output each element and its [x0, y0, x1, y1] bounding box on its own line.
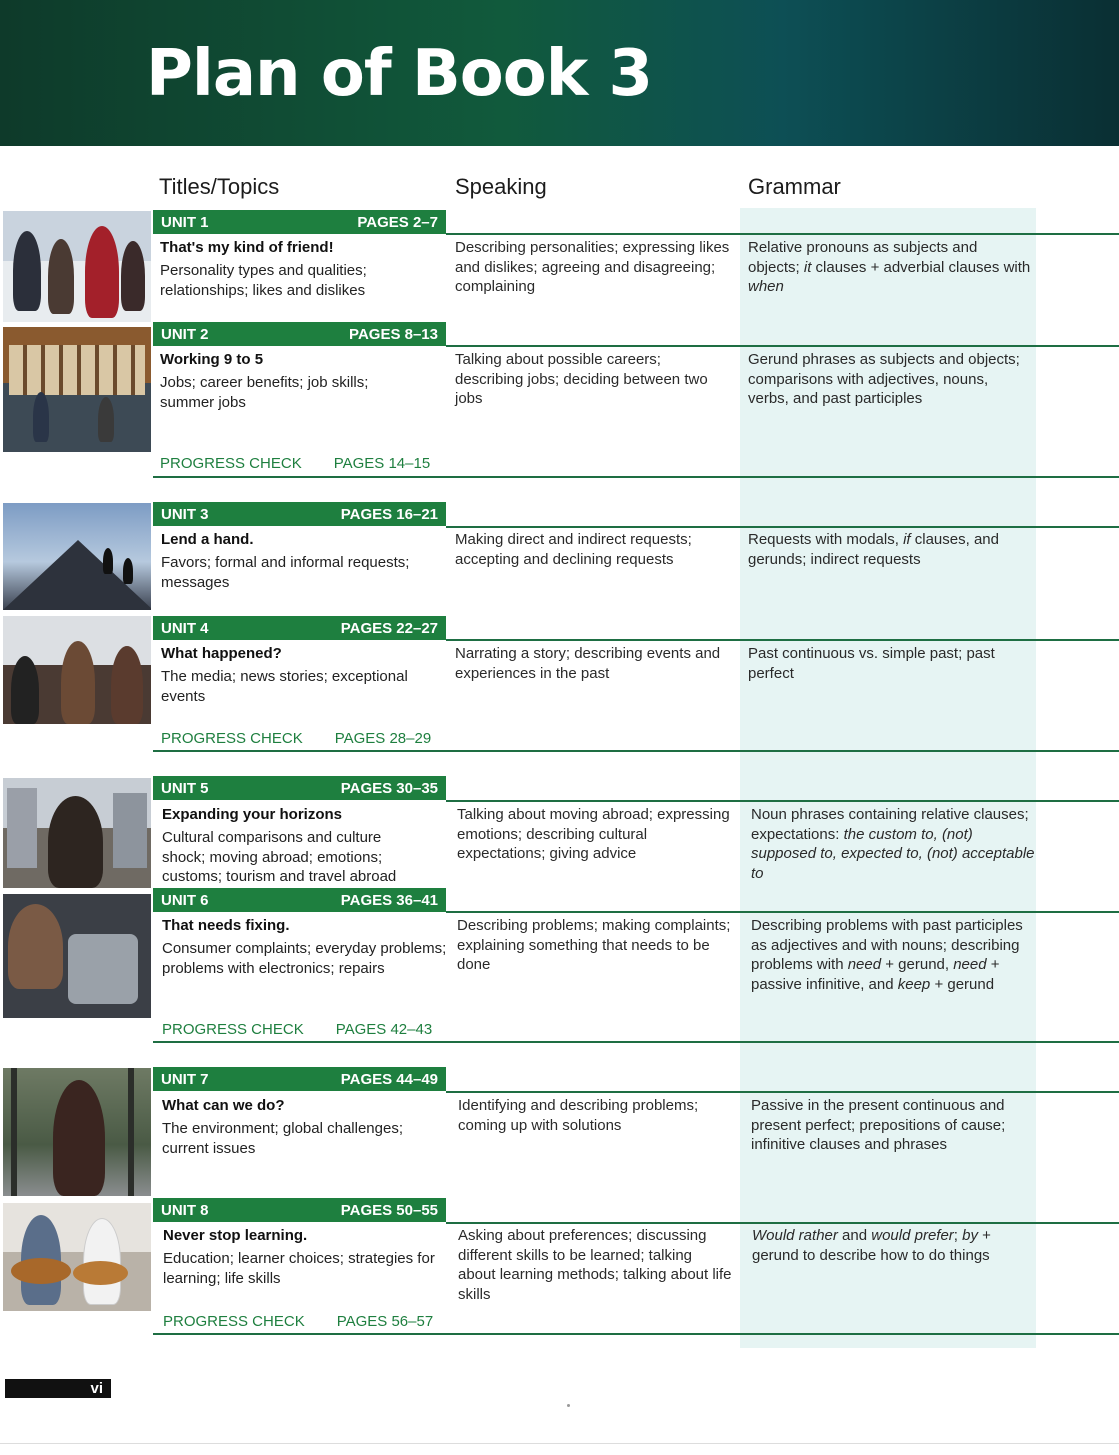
section-2-end-rule	[153, 750, 1119, 752]
unit-grammar: Noun phrases containing relative clauses; expectations: the custom to, (not) supposed to, expected to, (not) acceptable to	[751, 806, 1035, 882]
unit-label: UNIT 4	[161, 619, 209, 637]
unit-8-header	[153, 1198, 446, 1222]
progress-check-pages: PAGES 56–57	[336, 1313, 434, 1330]
unit-title: Working 9 to 5	[160, 351, 264, 368]
unit-label: UNIT 5	[161, 779, 209, 797]
unit-4-header	[153, 616, 446, 640]
page-title: Plan of Book 3	[146, 37, 653, 111]
header-banner	[0, 0, 1119, 146]
section-3-end-rule	[153, 1041, 1119, 1043]
city-traveler-photo	[3, 778, 151, 888]
unit-speaking: Describing personalities; expressing likes and dislikes; agreeing and disagreeing; complaining	[455, 239, 730, 295]
bottom-edge	[0, 1443, 1119, 1444]
unit-label: UNIT 1	[161, 213, 209, 231]
unit-label: UNIT 3	[161, 505, 209, 523]
unit-title: Lend a hand.	[161, 531, 254, 548]
unit-pages: PAGES 44–49	[340, 1070, 438, 1088]
unit-1-header	[153, 210, 446, 234]
unit-speaking: Asking about preferences; discussing different skills to be learned; talking about learning methods; talking about life skills	[458, 1227, 732, 1303]
news-interview-photo	[3, 616, 151, 724]
progress-check-label: PROGRESS CHECK	[160, 455, 302, 472]
unit-topics: Consumer complaints; everyday problems; problems with electronics; repairs	[162, 940, 447, 977]
unit-8-rule	[446, 1222, 1119, 1224]
unit-topics: Favors; formal and informal requests; messages	[161, 554, 410, 591]
unit-2-header	[153, 322, 446, 346]
unit-speaking: Talking about moving abroad; expressing emotions; describing cultural expectations; giving advice	[457, 806, 730, 862]
unit-grammar: Past continuous vs. simple past; past perfect	[748, 645, 995, 682]
guitar-lesson-photo	[3, 1203, 151, 1311]
progress-check-pages: PAGES 14–15	[333, 455, 431, 472]
unit-speaking: Narrating a story; describing events and experiences in the past	[455, 645, 721, 682]
scan-speck	[567, 1404, 570, 1407]
unit-topics: Cultural comparisons and culture shock; moving abroad; emotions; customs; tourism and travel abroad	[162, 829, 397, 885]
unit-title: Never stop learning.	[163, 1227, 308, 1244]
unit-topics: Personality types and qualities; relationships; likes and dislikes	[160, 262, 367, 299]
progress-check-pages: PAGES 28–29	[334, 730, 432, 747]
unit-pages: PAGES 30–35	[340, 779, 438, 797]
unit-topics: The environment; global challenges; current issues	[162, 1120, 403, 1157]
unit-speaking: Describing problems; making complaints; explaining something that needs to be done	[457, 917, 731, 973]
unit-topics: Jobs; career benefits; job skills; summer jobs	[160, 374, 369, 411]
progress-check-label: PROGRESS CHECK	[163, 1313, 305, 1330]
progress-check-pages: PAGES 42–43	[335, 1021, 433, 1038]
environment-photo	[3, 1068, 151, 1196]
progress-check-2	[161, 730, 431, 747]
unit-6-header	[153, 888, 446, 912]
unit-pages: PAGES 36–41	[340, 891, 438, 909]
unit-1-rule	[446, 233, 1119, 235]
unit-6-rule	[446, 911, 1119, 913]
progress-check-4	[163, 1313, 433, 1330]
progress-check-3	[162, 1021, 432, 1038]
unit-speaking: Identifying and describing problems; coming up with solutions	[458, 1097, 699, 1134]
unit-grammar: Would rather and would prefer; by + gerund to describe how to do things	[752, 1227, 991, 1264]
workshop-photo	[3, 327, 151, 452]
column-heading-titles: Titles/Topics	[159, 174, 280, 199]
progress-check-label: PROGRESS CHECK	[161, 730, 303, 747]
unit-pages: PAGES 22–27	[340, 619, 438, 637]
mountain-climbers-photo	[3, 503, 151, 610]
unit-speaking: Making direct and indirect requests; accepting and declining requests	[455, 531, 692, 568]
unit-topics: The media; news stories; exceptional events	[161, 668, 408, 705]
unit-grammar: Gerund phrases as subjects and objects; comparisons with adjectives, nouns, verbs, and past participles	[748, 351, 1020, 407]
unit-5-header	[153, 776, 446, 800]
unit-7-rule	[446, 1091, 1119, 1093]
unit-grammar: Passive in the present continuous and present perfect; prepositions of cause; infinitive clauses and phrases	[751, 1097, 1006, 1153]
unit-pages: PAGES 16–21	[340, 505, 438, 523]
unit-7-header	[153, 1067, 446, 1091]
unit-grammar: Relative pronouns as subjects and objects; it clauses + adverbial clauses with when	[748, 239, 1031, 295]
unit-pages: PAGES 8–13	[349, 325, 438, 343]
unit-title: What happened?	[161, 645, 282, 662]
unit-title: What can we do?	[162, 1097, 285, 1114]
unit-grammar: Requests with modals, if clauses, and gerunds; indirect requests	[748, 531, 999, 568]
page-number: vi	[5, 1379, 111, 1398]
unit-grammar: Describing problems with past participles as adjectives and with nouns; describing problems with need + gerund, need + passive infinitive, and keep + gerund	[751, 917, 1023, 993]
unit-label: UNIT 2	[161, 325, 209, 343]
column-heading-speaking: Speaking	[455, 174, 547, 199]
unit-3-rule	[446, 526, 1119, 528]
unit-4-rule	[446, 639, 1119, 641]
unit-label: UNIT 7	[161, 1070, 209, 1088]
progress-check-label: PROGRESS CHECK	[162, 1021, 304, 1038]
unit-pages: PAGES 2–7	[357, 213, 438, 231]
unit-3-header	[153, 502, 446, 526]
unit-pages: PAGES 50–55	[340, 1201, 438, 1219]
repair-photo	[3, 894, 151, 1018]
unit-title: That needs fixing.	[162, 917, 290, 934]
unit-title: Expanding your horizons	[162, 806, 343, 823]
unit-5-rule	[446, 800, 1119, 802]
unit-2-rule	[446, 345, 1119, 347]
unit-label: UNIT 8	[161, 1201, 209, 1219]
column-heading-grammar: Grammar	[748, 174, 841, 199]
progress-check-1	[160, 455, 430, 472]
section-1-end-rule	[153, 476, 1119, 478]
unit-topics: Education; learner choices; strategies for learning; life skills	[163, 1250, 435, 1287]
unit-label: UNIT 6	[161, 891, 209, 909]
winter-friends-photo	[3, 211, 151, 322]
unit-title: That's my kind of friend!	[160, 239, 334, 256]
section-4-end-rule	[153, 1333, 1119, 1335]
unit-speaking: Talking about possible careers; describing jobs; deciding between two jobs	[455, 351, 708, 407]
